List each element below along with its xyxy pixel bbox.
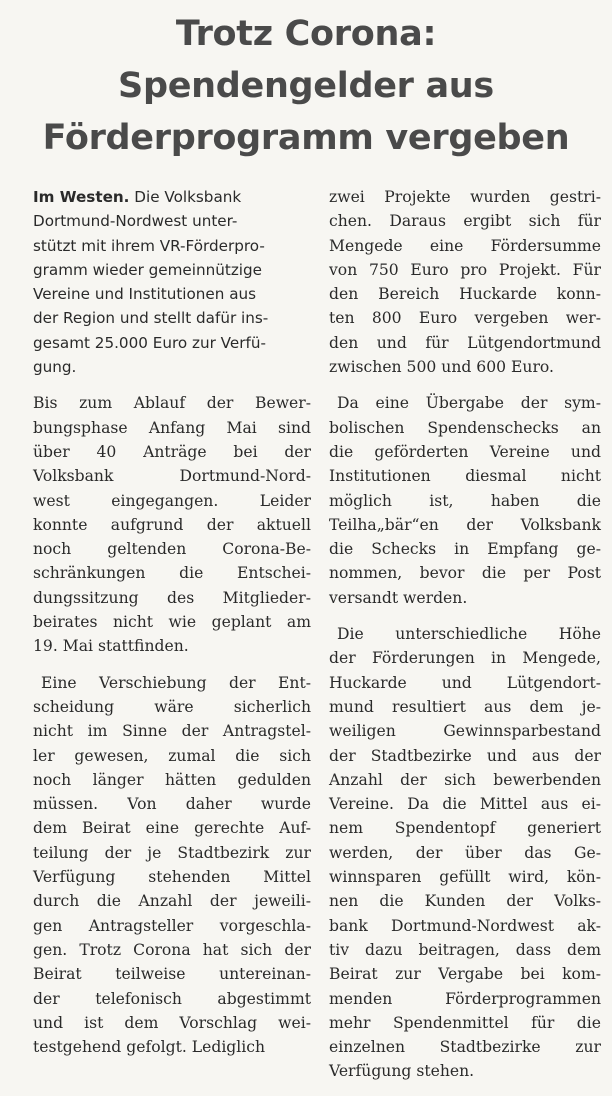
text-line: müssen. Von daher wurde [33, 795, 311, 814]
text-line: Mengede eine Fördersumme [329, 236, 601, 255]
text-line: bungsphase Anfang Mai sind [33, 418, 311, 437]
text-line: nicht im Sinne der Antragstel- [33, 722, 311, 741]
text-line: Da eine Übergabe der sym- [337, 394, 601, 413]
text-line: durch die Anzahl der jeweili- [33, 892, 311, 911]
text-line: bolischen Spendenschecks an [329, 418, 601, 437]
text-line: winnsparen gefüllt wird, kön- [329, 868, 601, 887]
paragraph-continuation [329, 185, 601, 379]
text-line [33, 185, 311, 209]
text-line: scheidung wäre sicherlich [33, 697, 311, 716]
text-line: versandt werden. [329, 588, 468, 607]
text-line: mehr Spendenmittel für die [329, 1013, 601, 1032]
text-line: einzelnen Stadtbezirke zur [329, 1038, 601, 1057]
text-line: testgehend gefolgt. Lediglich [33, 1038, 266, 1057]
article-column-right [329, 185, 601, 1096]
text-line: Eine Verschiebung der Ent- [41, 673, 311, 692]
text-line: Vereine und Institutionen aus [33, 285, 257, 304]
text-line: stützt mit ihrem VR-Förderpro- [33, 236, 265, 255]
text-line: weiligen Gewinnsparbestand [329, 722, 601, 741]
text-line: Verfügung stehen. [329, 1062, 475, 1081]
text-line: gen. Trotz Corona hat sich der [33, 940, 311, 959]
text-line: die Schecks in Empfang ge- [329, 540, 601, 559]
headline-line: Trotz Corona: [175, 14, 437, 54]
text-line: über 40 Anträge bei der [33, 442, 311, 461]
text-line: der Förderungen in Mengede, [329, 649, 601, 668]
text-line: dem Beirat eine gerechte Auf- [33, 819, 311, 838]
text-line: teilung der je Stadtbezirk zur [33, 843, 311, 862]
text-line: west eingegangen. Leider [33, 491, 311, 510]
dateline: Im Westen. [33, 188, 130, 206]
paragraph [329, 622, 601, 1084]
lead-paragraph [33, 185, 311, 379]
text-line: ten 800 Euro vergeben wer- [329, 309, 601, 328]
text-line: der Region und stellt dafür ins- [33, 309, 269, 328]
text-line: noch geltenden Corona-Be- [33, 540, 311, 559]
headline-line: Förderprogramm vergeben [42, 118, 570, 158]
text-line: Verfügung stehenden Mittel [33, 868, 311, 887]
text-line: nen die Kunden der Volks- [329, 892, 601, 911]
text-line: der Stadtbezirke und aus der [329, 746, 601, 765]
text-line: dungssitzung des Mitglieder- [33, 588, 311, 607]
text-line: den und für Lütgendortmund [329, 333, 601, 352]
text-line: tiv dazu beitragen, dass dem [329, 940, 601, 959]
text-line: zwei Projekte wurden gestri- [329, 188, 601, 206]
text-line: gesamt 25.000 Euro zur Verfü- [33, 333, 266, 352]
text-line: Institutionen diesmal nicht [329, 467, 601, 486]
text-line: gen Antragsteller vorgeschla- [33, 916, 311, 935]
text-line: der telefonisch abgestimmt [33, 989, 311, 1008]
text-line: 19. Mai stattfinden. [33, 637, 189, 656]
headline-line: Spendengelder aus [118, 66, 494, 106]
text-line: und ist dem Vorschlag wei- [33, 1013, 311, 1032]
text-line: Volksbank Dortmund-Nord- [33, 467, 311, 486]
text-line: den Bereich Huckarde konn- [329, 285, 601, 304]
text-line: von 750 Euro pro Projekt. Für [329, 260, 601, 279]
text-line: Bis zum Ablauf der Bewer- [33, 394, 311, 413]
text-line: Vereine. Da die Mittel aus ei- [329, 795, 601, 814]
text-line: gung. [33, 358, 77, 377]
text-line: mund resultiert aus dem je- [329, 697, 601, 716]
text-line: werden, der über das Ge- [329, 843, 601, 862]
text-line: bank Dortmund-Nordwest ak- [329, 916, 601, 935]
text-line: noch länger hätten gedulden [33, 770, 311, 789]
text-line: möglich ist, haben die [329, 491, 601, 510]
headline [0, 8, 612, 164]
text-line: chen. Daraus ergibt sich für [329, 212, 601, 231]
text-line: beirates nicht wie geplant am [33, 613, 311, 632]
text-line: Teilha„bär“en der Volksbank [329, 515, 601, 534]
text-line: Beirat zur Vergabe bei kom- [329, 965, 601, 984]
text-line: Dortmund-Nordwest unter- [33, 212, 238, 231]
text-line: konnte aufgrund der aktuell [33, 515, 311, 534]
text-line: Beirat teilweise untereinan- [33, 965, 311, 984]
text-line: Anzahl der sich bewerbenden [329, 770, 601, 789]
text-line: schränkungen die Entschei- [33, 564, 311, 583]
text-line: Huckarde und Lütgendort- [329, 673, 601, 692]
paragraph [329, 391, 601, 610]
text-line: ler gewesen, zumal die sich [33, 746, 311, 765]
text-line: nem Spendentopf generiert [329, 819, 601, 838]
text-line: nommen, bevor die per Post [329, 564, 601, 583]
article-column-left [33, 185, 311, 1059]
paragraph [33, 391, 311, 658]
text-line: zwischen 500 und 600 Euro. [329, 358, 554, 377]
lead-text: Die Volksbank [129, 188, 242, 206]
text-line: Die unterschiedliche Höhe [337, 625, 601, 644]
text-line: gramm wieder gemeinnützige [33, 260, 262, 279]
paragraph [33, 671, 311, 1060]
text-line: die geförderten Vereine und [329, 442, 601, 461]
text-line: menden Förderprogrammen [329, 989, 601, 1008]
